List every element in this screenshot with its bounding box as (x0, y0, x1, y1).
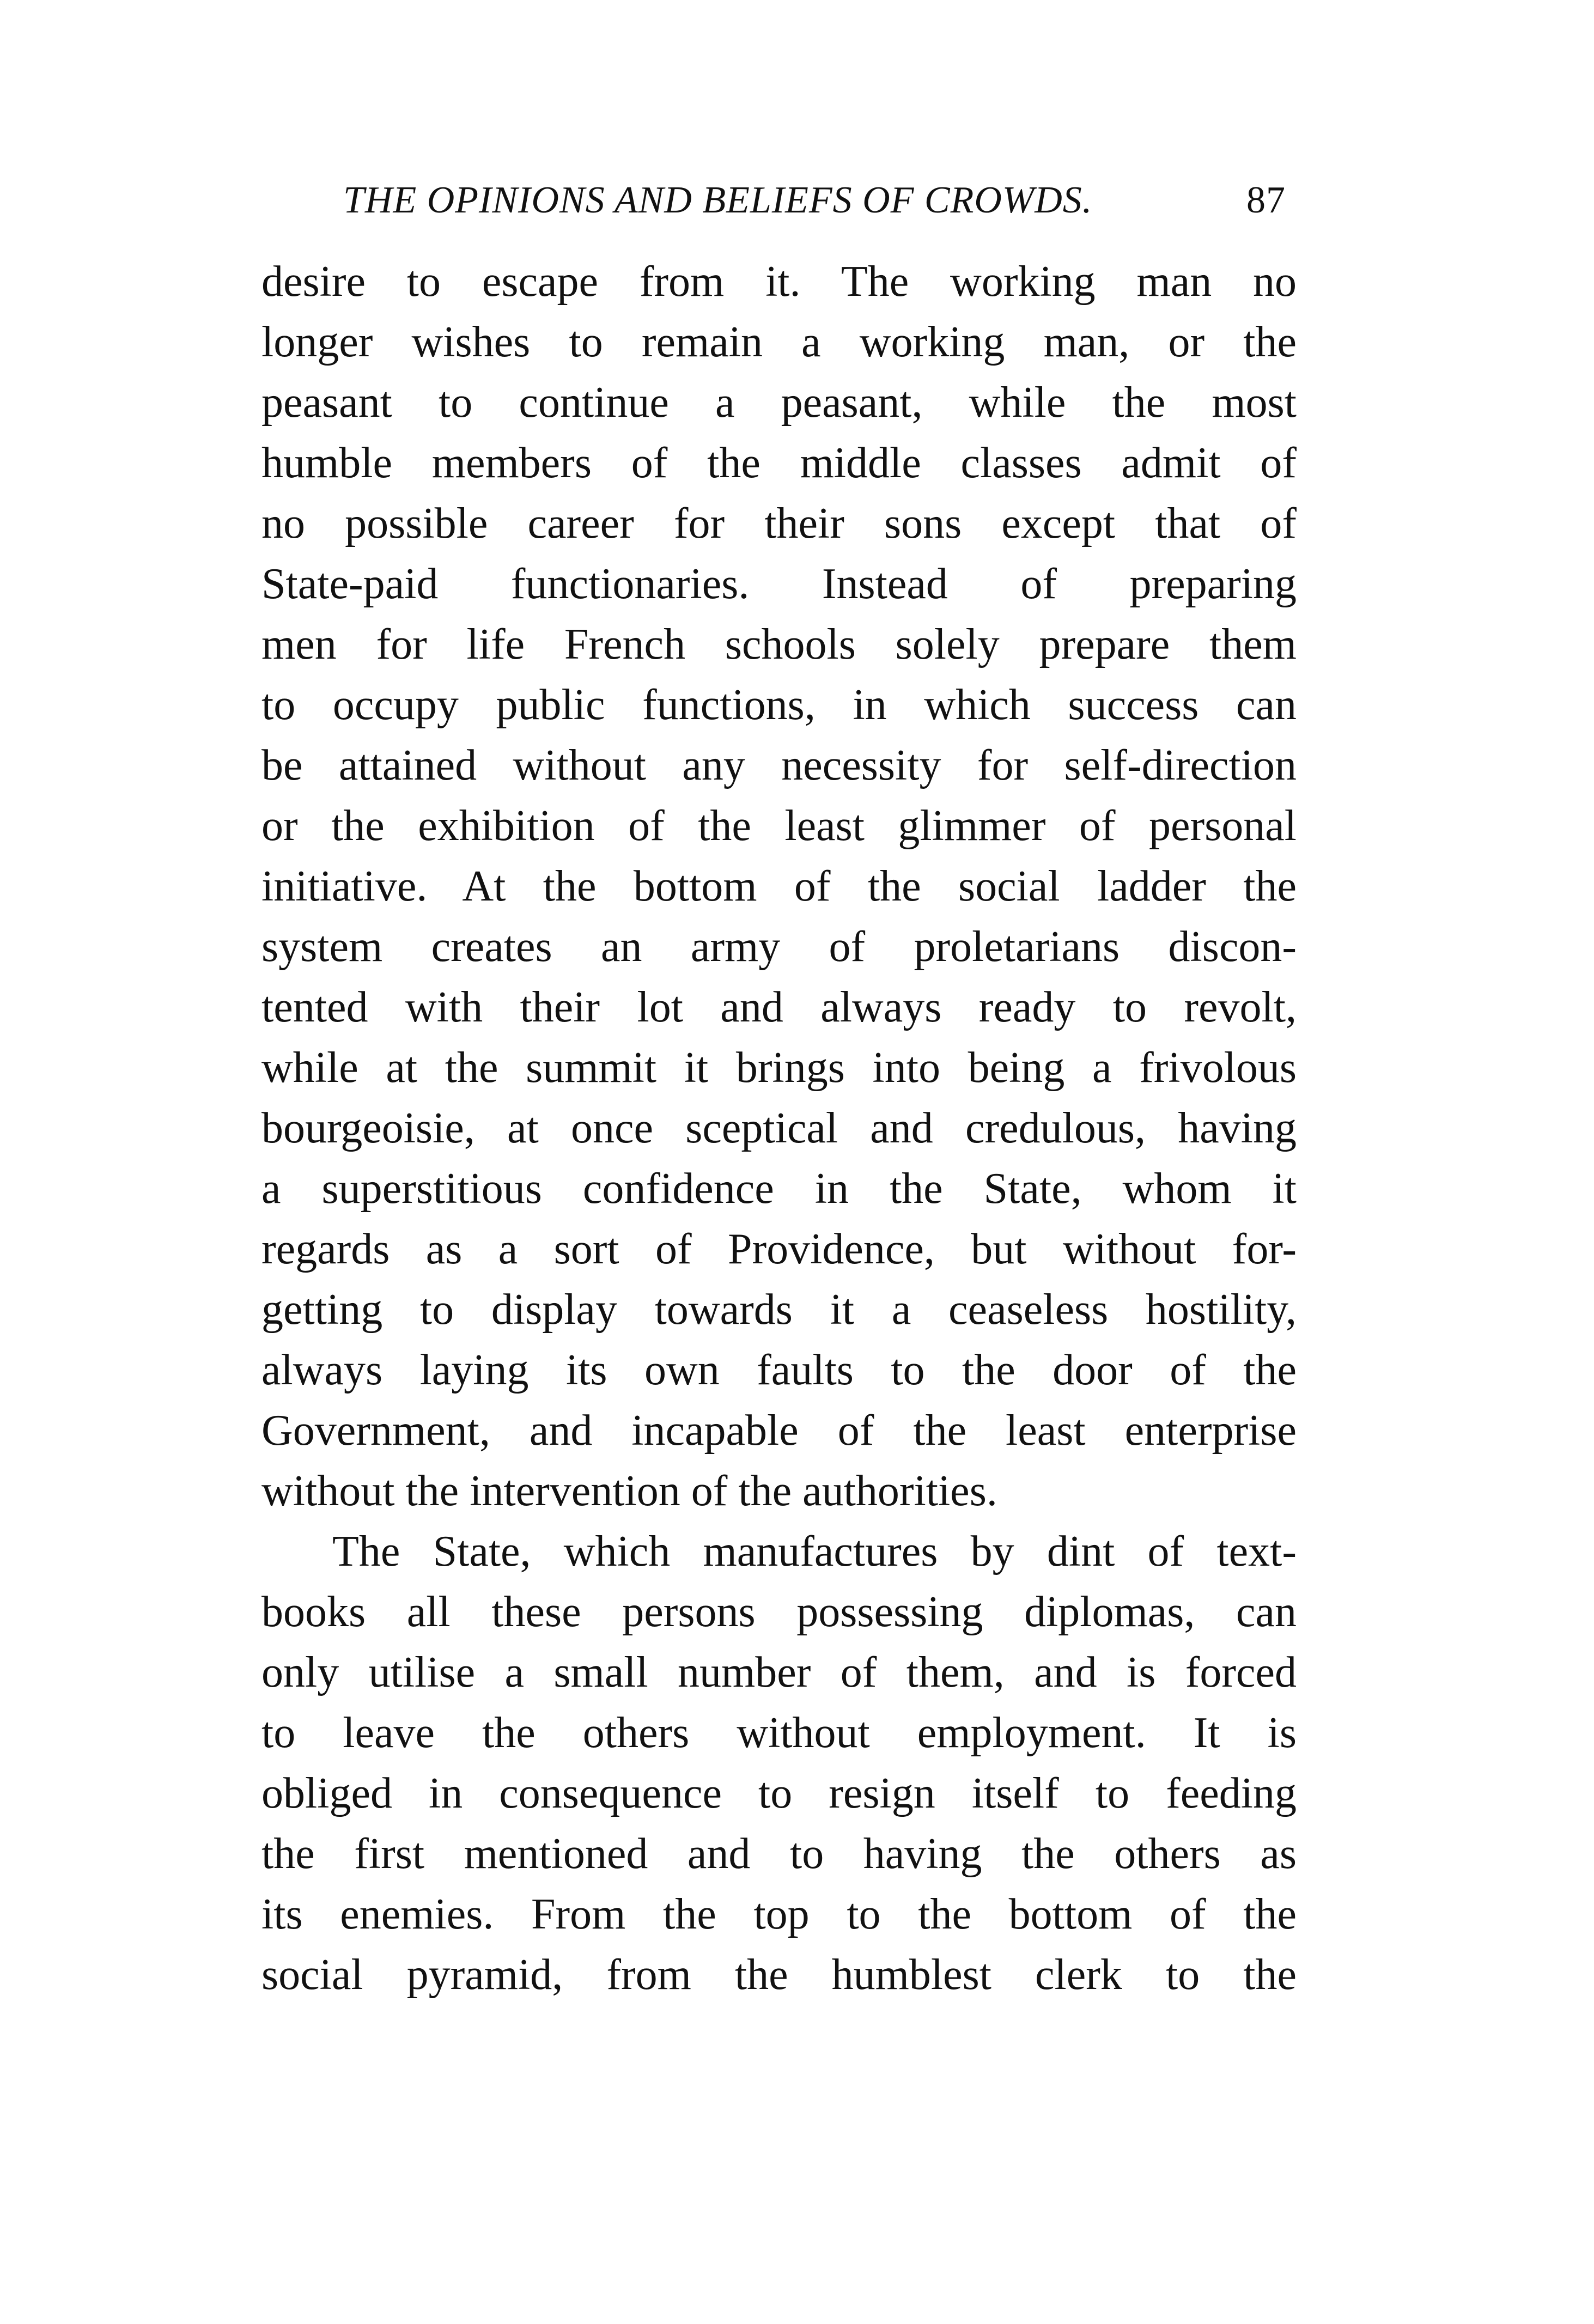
text-line: to occupy public functions, in which success can (261, 681, 1297, 729)
running-head (261, 173, 1286, 228)
text-line: initiative. At the bottom of the social ladder the (261, 862, 1297, 910)
text-line: desire to escape from it. The working man no (261, 258, 1297, 306)
text-line: no possible career for their sons except that of (261, 500, 1297, 547)
text-line: its enemies. From the top to the bottom of the (261, 1890, 1297, 1938)
text-line: State-paid functionaries. Instead of preparing (261, 560, 1297, 608)
paragraph-start-line: The State, which manufactures by dint of text- (332, 1528, 1297, 1575)
text-line: only utilise a small number of them, and is forced (261, 1648, 1297, 1696)
text-line: longer wishes to remain a working man, or the (261, 318, 1297, 366)
text-line: always laying its own faults to the door of the (261, 1346, 1297, 1394)
text-line: obliged in consequence to resign itself to feeding (261, 1769, 1297, 1817)
text-line: a superstitious confidence in the State, whom it (261, 1165, 1297, 1213)
text-line: Government, and incapable of the least enterprise (261, 1407, 1297, 1455)
text-line: to leave the others without employment. It is (261, 1709, 1297, 1757)
text-line: system creates an army of proletarians discon- (261, 923, 1297, 971)
text-line: humble members of the middle classes admit of (261, 439, 1297, 487)
page-number: 87 (1246, 179, 1286, 221)
text-line: peasant to continue a peasant, while the most (261, 379, 1297, 427)
text-line: tented with their lot and always ready to revolt, (261, 983, 1297, 1031)
running-title: THE OPINIONS AND BELIEFS OF CROWDS. (343, 179, 1093, 221)
text-line: be attained without any necessity for self-direction (261, 741, 1297, 789)
text-line: bourgeoisie, at once sceptical and credulous, having (261, 1104, 1297, 1152)
text-line: or the exhibition of the least glimmer of personal (261, 802, 1297, 850)
body-text (261, 252, 1297, 2005)
text-line: the first mentioned and to having the others as (261, 1830, 1297, 1878)
paragraph-end-line: without the intervention of the authorities. (261, 1467, 997, 1515)
text-line: books all these persons possessing diplomas, can (261, 1588, 1297, 1636)
text-line: while at the summit it brings into being a frivolous (261, 1044, 1297, 1092)
text-line: getting to display towards it a ceaseless hostility, (261, 1286, 1297, 1334)
text-line: regards as a sort of Providence, but without for- (261, 1225, 1297, 1273)
text-line: men for life French schools solely prepare them (261, 620, 1297, 668)
text-line: social pyramid, from the humblest clerk to the (261, 1951, 1297, 1999)
